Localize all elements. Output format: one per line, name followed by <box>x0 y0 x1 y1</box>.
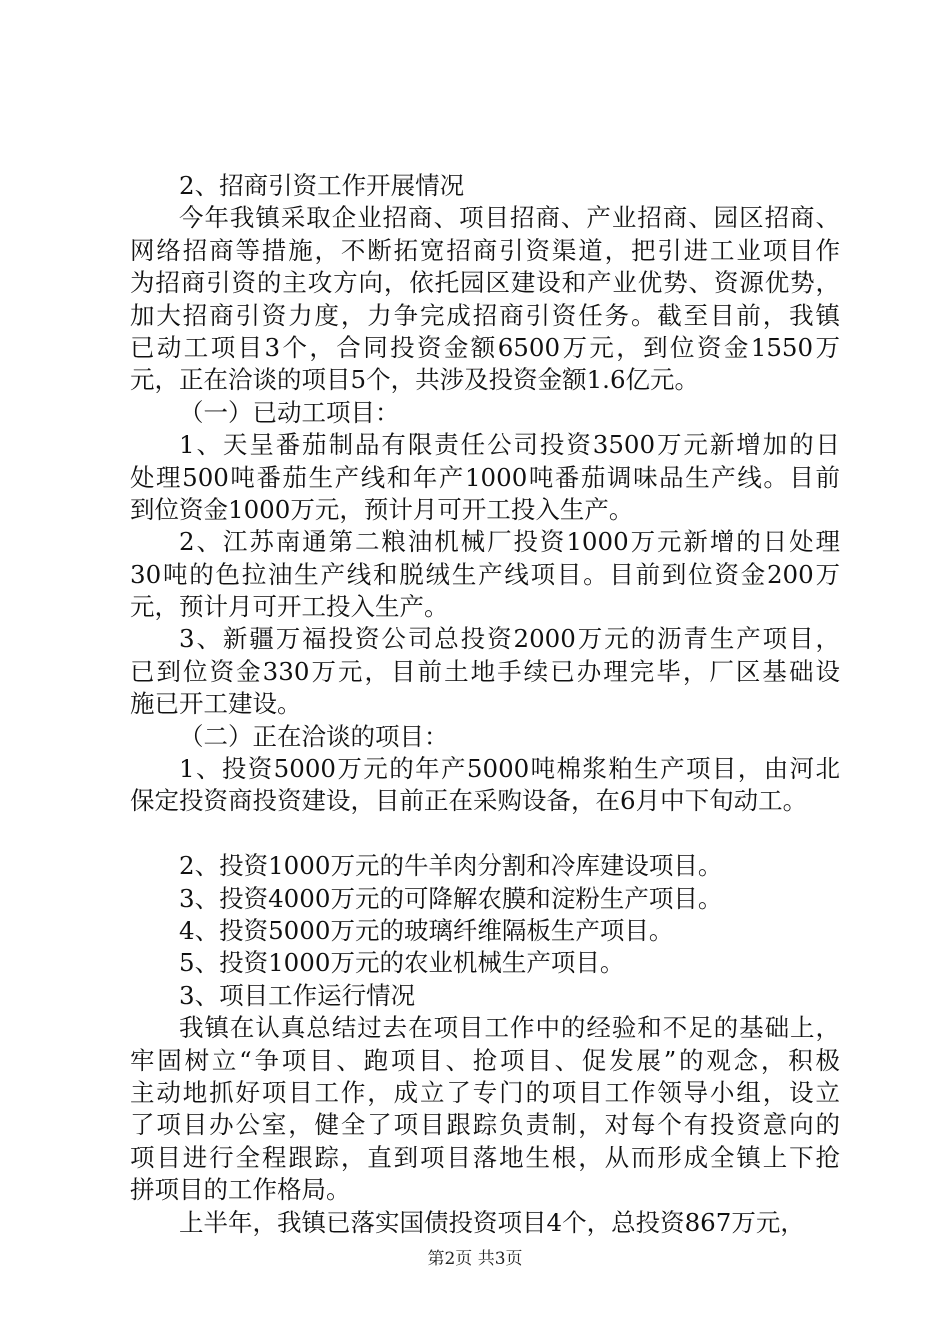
document-body <box>130 170 840 1239</box>
paragraph-line: 网络招商等措施，不断拓宽招商引资渠道，把引进工业项目作 <box>130 235 840 265</box>
paragraph-line: 2、招商引资工作开展情况 <box>179 171 465 200</box>
paragraph-line: 5、投资1000万元的农业机械生产项目。 <box>179 948 625 978</box>
paragraph-line: 3、新疆万福投资公司总投资2000万元的沥青生产项目， <box>179 624 840 654</box>
paragraph-line: 已到位资金330万元，目前土地手续已办理完毕，厂区基础设 <box>130 656 840 686</box>
paragraph-line: 3、投资4000万元的可降解农膜和淀粉生产项目。 <box>179 883 723 913</box>
paragraph-line: 保定投资商投资建设，目前正在采购设备，在6月中下旬动工。 <box>130 786 808 816</box>
paragraph-line: 处理500吨番茄生产线和年产1000吨番茄调味品生产线。目前 <box>130 462 840 492</box>
paragraph-line: 2、投资1000万元的牛羊肉分割和冷库建设项目。 <box>179 851 723 881</box>
paragraph-line: 牢固树立“争项目、跑项目、抢项目、促发展”的观念，积极 <box>130 1045 840 1075</box>
paragraph-line: 项目进行全程跟踪，直到项目落地生根，从而形成全镇上下抢 <box>130 1142 840 1172</box>
paragraph-line: （一）已动工项目： <box>179 397 400 427</box>
paragraph-line: 4、投资5000万元的玻璃纤维隔板生产项目。 <box>179 915 674 945</box>
paragraph-line: 为招商引资的主攻方向，依托园区建设和产业优势、资源优势， <box>130 268 840 298</box>
paragraph-line: 上半年，我镇已落实国债投资项目4个，总投资867万元， <box>179 1207 805 1237</box>
paragraph-line: 2、江苏南通第二粮油机械厂投资1000万元新增的日处理 <box>179 527 840 557</box>
paragraph-line: 1、投资5000万元的年产5000吨棉浆粕生产项目，由河北 <box>179 754 840 784</box>
paragraph-line: 元，预计月可开工投入生产。 <box>130 592 449 622</box>
paragraph-line: 了项目办公室，健全了项目跟踪负责制，对每个有投资意向的 <box>130 1110 840 1140</box>
paragraph-line: 已动工项目3个，合同投资金额6500万元，到位资金1550万 <box>130 332 840 362</box>
paragraph-gap <box>130 818 840 850</box>
paragraph-line: 主动地抓好项目工作，成立了专门的项目工作领导小组，设立 <box>130 1077 840 1107</box>
page-footer: 第2页 共3页 <box>427 1249 523 1269</box>
paragraph-line: 3、项目工作运行情况 <box>179 980 416 1010</box>
paragraph-line: 加大招商引资力度，力争完成招商引资任务。截至目前，我镇 <box>130 300 840 330</box>
paragraph-line: 我镇在认真总结过去在项目工作中的经验和不足的基础上， <box>179 1013 840 1043</box>
paragraph-line: 今年我镇采取企业招商、项目招商、产业招商、园区招商、 <box>179 203 840 233</box>
paragraph-line: 拼项目的工作格局。 <box>130 1175 351 1205</box>
paragraph-line: 30吨的色拉油生产线和脱绒生产线项目。目前到位资金200万 <box>130 559 840 589</box>
paragraph-line: 元，正在洽谈的项目5个，共涉及投资金额1.6亿元。 <box>130 365 700 395</box>
paragraph-line: （二）正在洽谈的项目： <box>179 721 449 751</box>
paragraph-line: 施已开工建设。 <box>130 689 302 719</box>
paragraph-line: 1、天呈番茄制品有限责任公司投资3500万元新增加的日 <box>179 430 840 460</box>
paragraph-line: 到位资金1000万元，预计月可开工投入生产。 <box>130 494 634 524</box>
